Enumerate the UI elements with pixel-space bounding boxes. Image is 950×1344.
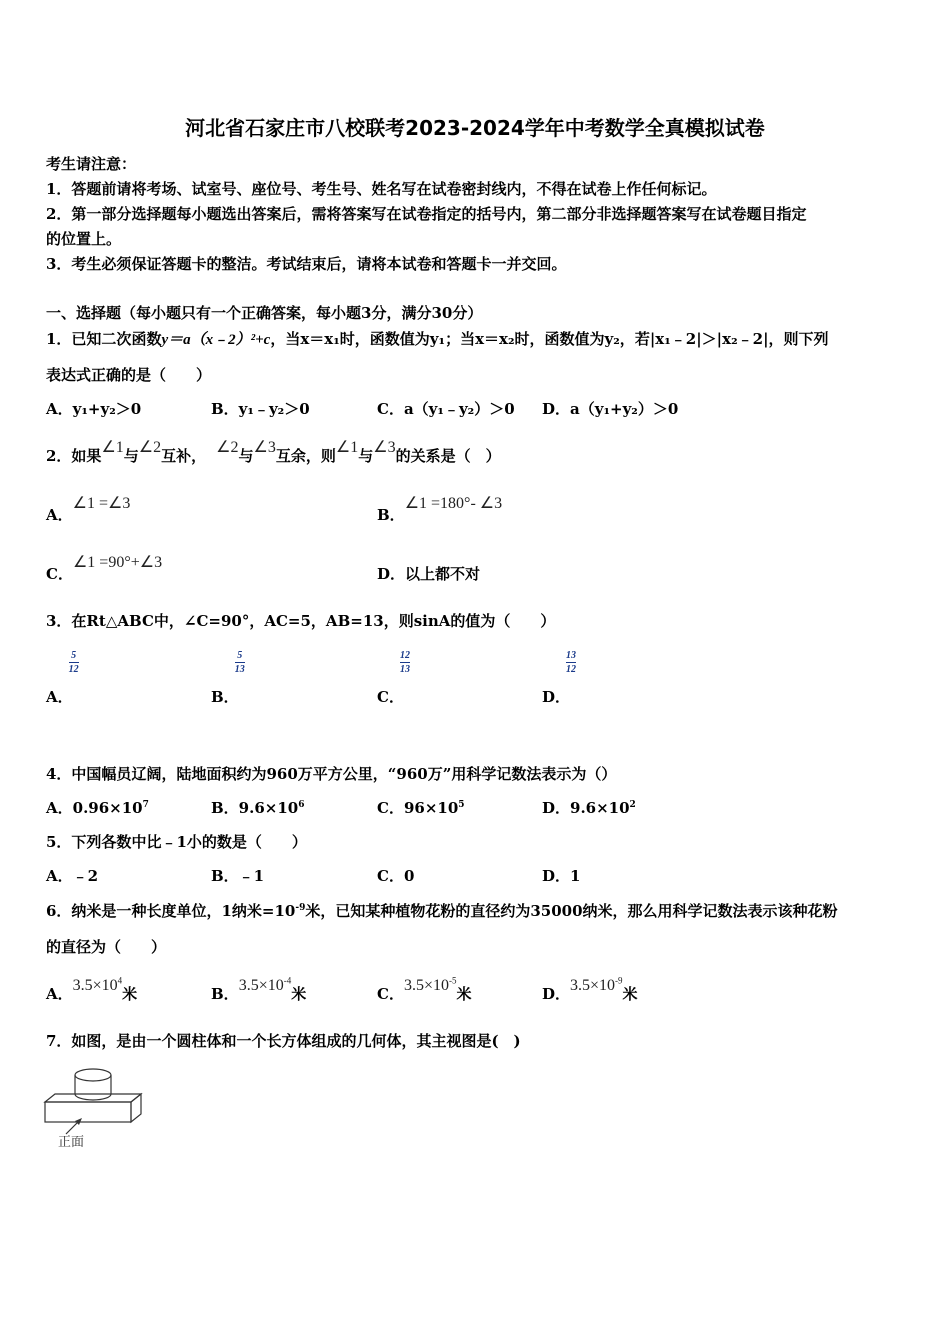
notice-item: 3．考生必须保证答题卡的整洁。考试结束后，请将本试卷和答题卡一并交回。 (46, 255, 567, 273)
option-a[interactable]: A．﹣2 (46, 867, 99, 885)
notice-item: 的位置上。 (46, 230, 122, 248)
notice-heading: 考生请注意： (46, 155, 137, 173)
option-b[interactable]: B．$9.6\times 10^6$ (211, 799, 305, 817)
option-b[interactable]: B．y₁﹣y₂＞0 (211, 400, 310, 418)
cuboid-side (131, 1094, 141, 1122)
question-1-stem: 1．已知二次函数y＝a（x﹣2）²+c，当x＝x₁时，函数值为y₁；当x＝x₂时，函数值为y₂，若|x₁﹣2|＞|x₂﹣2|，则下列 (46, 330, 829, 348)
notice-item: 2．第一部分选择题每小题选出答案后，需将答案写在试卷指定的括号内，第二部分非选择题答案写在试卷题目指定 (46, 205, 807, 223)
option-c[interactable]: C．$3.5\times 10^{-5}$米 (377, 975, 472, 1003)
notice-item: 1．答题前请将考场、试室号、座位号、考生号、姓名写在试卷密封线内，不得在试卷上作任何标记。 (46, 180, 717, 198)
question-6-stem-line2: 的直径为（ ） (46, 938, 167, 956)
option-a[interactable]: A．y₁+y₂＞0 (46, 400, 142, 418)
option-a[interactable]: A．$3.5\times 10^4$米 (46, 975, 138, 1003)
question-5-stem: 5．下列各数中比﹣1小的数是（ ） (46, 833, 307, 851)
figure-label: 正面 (58, 1135, 85, 1150)
question-2-stem: 2．如果∠1与∠2互补， ∠2与∠3互余，则∠1与∠3的关系是（ ） (46, 439, 501, 465)
option-c[interactable]: C．$96\times 10^5$ (377, 799, 465, 817)
question-4-stem: 4．中国幅员辽阔，陆地面积约为960万平方公里，“960万”用科学记数法表示为（） (46, 765, 617, 783)
option-d[interactable]: D．$\frac{13}{12}$ (542, 650, 577, 706)
option-a[interactable]: A．∠1 =∠3 (46, 495, 131, 524)
option-b[interactable]: B．$\frac{5}{13}$ (211, 650, 245, 706)
option-a[interactable]: A．$\frac{5}{12}$ (46, 650, 79, 706)
option-c[interactable]: C．$\frac{12}{13}$ (377, 650, 410, 706)
question-1-stem-line2: 表达式正确的是（ ） (46, 366, 212, 384)
option-d[interactable]: D．1 (542, 867, 581, 885)
option-c[interactable]: C．0 (377, 867, 415, 885)
option-d[interactable]: D．以上都不对 (377, 565, 481, 583)
cuboid-top (45, 1094, 141, 1102)
option-c[interactable]: C．a（y₁﹣y₂）＞0 (377, 400, 515, 418)
page-title: 河北省石家庄市八校联考2023-2024学年中考数学全真模拟试卷 (185, 116, 765, 140)
option-d[interactable]: D．a（y₁+y₂）＞0 (542, 400, 679, 418)
question-6-stem: 6．纳米是一种长度单位，1纳米$=10^{-9}$米，已知某种植物花粉的直径约为35000纳米，那么用科学记数法表示该种花粉 (46, 902, 838, 920)
option-c[interactable]: C．∠1 =90°+∠3 (46, 554, 163, 583)
section-heading: 一、选择题（每小题只有一个正确答案，每小题3分，满分30分） (46, 304, 483, 322)
question-7-stem: 7．如图，是由一个圆柱体和一个长方体组成的几何体，其主视图是( ) (46, 1032, 521, 1050)
cylinder-top (75, 1069, 111, 1081)
question-3-stem: 3．在Rt△ABC中，∠C=90°，AC=5，AB=13，则sinA的值为（ ） (46, 612, 556, 630)
option-b[interactable]: B．∠1 =180°- ∠3 (377, 495, 503, 524)
option-b[interactable]: B．$3.5\times 10^{-4}$米 (211, 975, 307, 1003)
option-a[interactable]: A．$0.96\times 10^7$ (46, 799, 149, 817)
cuboid-front (45, 1102, 131, 1122)
solid-figure (40, 1062, 150, 1157)
option-b[interactable]: B．﹣1 (211, 867, 265, 885)
option-d[interactable]: D．$9.6\times 10^2$ (542, 799, 636, 817)
option-d[interactable]: D．$3.5\times 10^{-9}$米 (542, 975, 638, 1003)
